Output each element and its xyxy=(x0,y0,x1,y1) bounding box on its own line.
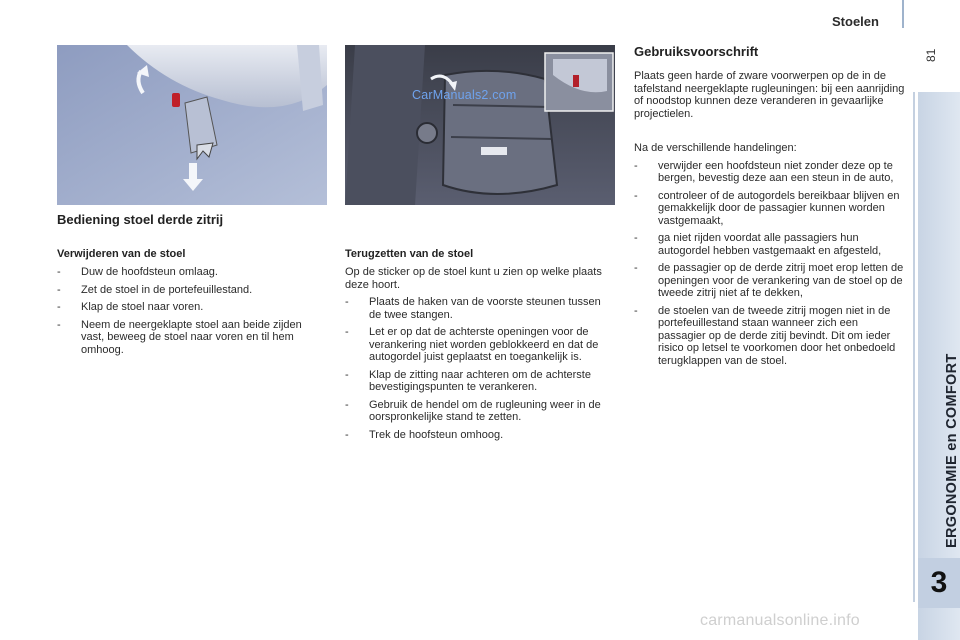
instructions-block xyxy=(634,70,906,372)
refit-seat-title: Terugzetten van de stoel xyxy=(345,248,474,260)
remove-seat-title: Verwijderen van de stoel xyxy=(57,248,186,260)
chapter-title: ERGONOMIE en COMFORT xyxy=(944,353,960,548)
list-item: - Let er op dat de achterste openingen voor de verankering niet worden geblokkeerd en dat de autogordel juist geplaatst en toegankelijk is. xyxy=(345,326,599,363)
list-item: - Neem de neergeklapte stoel aan beide zijden vast, beweeg de stoel naar voren en til hem omhoog. xyxy=(57,318,302,356)
instructions-list xyxy=(634,160,906,368)
remove-seat-block xyxy=(57,248,327,361)
instructions-warning: Plaats geen harde of zware voorwerpen op de in de tafelstand neergeklapte rugleuningen: bij een aanrijding of noodstop kunnen deze veranderen in gevaarlijke projectielen. xyxy=(634,70,905,120)
remove-seat-steps xyxy=(57,266,327,356)
instructions-intro: Na de verschillende handelingen: xyxy=(634,142,797,154)
page-header-title: Stoelen xyxy=(832,14,879,29)
list-item: - ga niet rijden voordat alle passagiers hun autogordel hebben vastgemaakt en afgesteld, xyxy=(634,232,882,257)
watermark-footer: carmanualsonline.info xyxy=(700,612,860,629)
chapter-number: 3 xyxy=(918,558,960,608)
photo-headrest xyxy=(57,45,327,205)
seat-rear-illustration xyxy=(345,45,615,205)
refit-seat-intro: Op de sticker op de stoel kunt u zien op welke plaats deze hoort. xyxy=(345,266,602,291)
list-item: - Duw de hoofdsteun omlaag. xyxy=(57,266,218,278)
page-number: 81 xyxy=(924,48,938,62)
header-divider xyxy=(902,0,904,28)
list-item: - Gebruik de hendel om de rugleuning weer in de oorspronkelijke stand te zetten. xyxy=(345,398,601,423)
list-item: - Klap de stoel naar voren. xyxy=(57,301,204,313)
list-item: - Zet de stoel in de portefeuillestand. xyxy=(57,283,253,296)
list-item: - controleer of de autogordels bereikbaar blijven en gemakkelijk door de passagier kunnen worden vastgemaakt, xyxy=(634,189,900,227)
sidebar-divider xyxy=(913,92,915,602)
refit-seat-steps xyxy=(345,296,615,441)
list-item: - Trek de hoofsteun omhoog. xyxy=(345,428,504,441)
list-item: - Plaats de haken van de voorste steunen tussen de twee stangen. xyxy=(345,296,601,321)
list-item: - Klap de zitting naar achteren om de achterste bevestigingspunten te verankeren. xyxy=(345,368,591,393)
headrest-illustration xyxy=(57,45,327,205)
watermark-carmanuals: CarManuals2.com xyxy=(412,88,517,102)
list-item: - de stoelen van de tweede zitrij mogen niet in de portefeuillestand staan wanneer zich een passagier op de derde zitij bevindt. Dit om ieder risico op letsel te voorkomen door het onbedoeld terugklappen van de stoel. xyxy=(634,304,896,367)
list-item: - verwijder een hoofdsteun niet zonder deze op te bergen, bevestig deze aan een steun in de auto, xyxy=(634,159,894,184)
list-item: - de passagier op de derde zitrij moet erop letten de openingen voor de verankering van de stoel op de tweede zitrij niet af te dekken, xyxy=(634,262,904,299)
photo-seat-rear xyxy=(345,45,615,205)
section-title-instructions: Gebruiksvoorschrift xyxy=(634,44,759,59)
section-title-operation: Bediening stoel derde zitrij xyxy=(57,212,224,227)
refit-seat-block xyxy=(345,248,615,446)
